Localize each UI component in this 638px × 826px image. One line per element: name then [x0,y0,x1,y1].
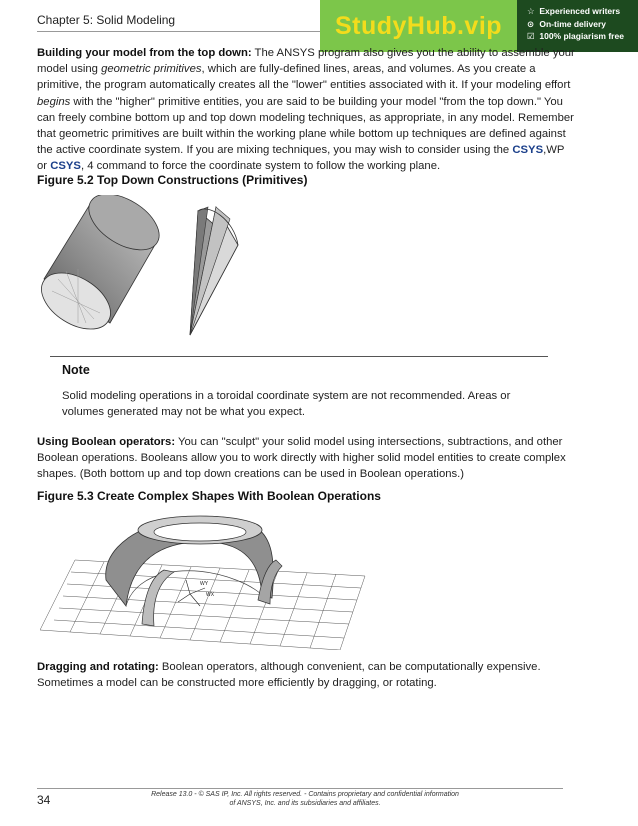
figure-5-2-caption: Figure 5.2 Top Down Constructions (Primitives) [37,173,308,187]
feature-item: ⊙ On-time delivery [527,18,606,29]
note-body: Solid modeling operations in a toroidal coordinate system are not recommended. Areas or volumes generated may not be what you expect. [62,390,511,418]
feature-item: ☑ 100% plagiarism free [527,31,624,41]
arched-dome [106,516,282,626]
feature-item: ☆ Experienced writers [527,6,621,16]
figure-5-3-boolean-shape [40,510,370,650]
paragraph-lead: Building your model from the top down: [37,47,252,59]
page-number: 34 [37,793,51,807]
check-icon: ☑ [527,31,535,41]
clock-icon: ⊙ [527,18,535,29]
star-icon: ☆ [527,6,535,16]
figure-5-3-caption: Figure 5.3 Create Complex Shapes With Boolean Operations [37,489,381,503]
note-title: Note [62,363,90,377]
cylinder-primitive [32,195,169,341]
axis-label-wy: WY [200,581,209,587]
paragraph-boolean: Using Boolean operators: You can "sculpt" your solid model using intersections, subtractions, and other Boolean operations. Booleans allow you to work directly with higher solid model entities to create complex shapes. (Both bottom up and top down creations can be used in Boolean operations.) [37,436,566,481]
cone-primitive [190,207,238,335]
csys-link[interactable]: CSYS [512,144,544,157]
paragraph-dragging: Dragging and rotating: Boolean operators, although convenient, can be computationally expensive. Sometimes a model can be constructed more efficiently by dragging, or rotating. [37,661,541,690]
chapter-title: Chapter 5: Solid Modeling [37,13,176,27]
brand-logo[interactable]: StudyHub.vip [334,11,503,40]
axis-label-wx: WX [206,592,215,598]
footer-rule [37,788,563,789]
grid-plane [40,560,365,650]
figure-5-2-primitives [30,195,320,345]
paragraph-lead: Dragging and rotating: [37,661,159,673]
paragraph-lead: Using Boolean operators: [37,436,176,448]
footer-copyright: Release 13.0 - © SAS IP, Inc. All rights reserved. - Contains proprietary and confidential information of ANSYS, Inc. and its subsidiaries and affiliates. [151,791,459,807]
csys-link[interactable]: CSYS [50,160,81,173]
paragraph-top-down: Building your model from the top down: The ANSYS program also gives you the ability to assemble your model using geometric primitives, which are fully-defined lines, areas, and volumes. As you create a primitive, the program automatically creates all the "lower" entities associated with it. If your modeling effort begins with the "higher" primitive entities, you are said to be building your model "from the top down." You can freely combine bottom up and top down modeling techniques, as appropriate, in any model. Remember that geometric primitives are built within the working plane while bottom up techniques are defined against the active coordinate system. If you are mixing techniques, you may wish to consider using the CSYS,WP or CSYS, 4 command to force the coordinate system to follow the working plane. [37,47,575,173]
note-rule [50,356,548,357]
